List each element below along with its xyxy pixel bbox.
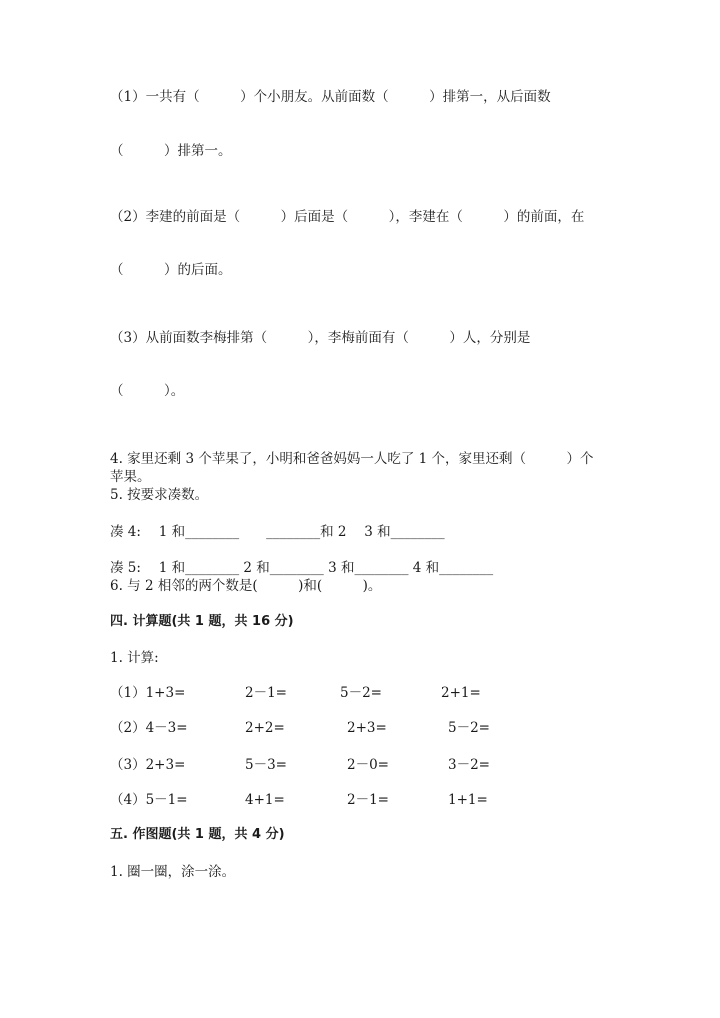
q3-part1-line2: （ ）排第一。 <box>110 143 232 159</box>
section4-heading: 四. 计算题(共 1 题，共 16 分) <box>110 614 294 629</box>
calc-cell: 5－3= <box>245 757 287 773</box>
calc-cell: 2－1= <box>245 685 287 701</box>
q3-part2-line2: （ ）的后面。 <box>110 262 232 278</box>
q4-line1: 4. 家里还剩 3 个苹果了，小明和爸爸妈妈一人吃了 1 个，家里还剩（ ）个 <box>110 451 594 467</box>
calc-cell: 2－0= <box>347 757 389 773</box>
q5-title: 5. 按要求凑数。 <box>110 487 209 503</box>
q5-row-make4: 凑 4: 1 和________ ________和 2 3 和________ <box>110 524 445 540</box>
q5-row-make5: 凑 5: 1 和________ 2 和________ 3 和________ 4 和________ <box>110 560 494 576</box>
q4-line2: 苹果。 <box>110 469 151 485</box>
q3-part1-line1: （1）一共有（ ）个小朋友。从前面数（ ）排第一，从后面数 <box>110 89 551 105</box>
section5-heading: 五. 作图题(共 1 题，共 4 分) <box>110 827 285 842</box>
calc-cell: 5－2= <box>340 685 382 701</box>
calc-cell: （2）4－3= <box>110 720 188 736</box>
q6-text: 6. 与 2 相邻的两个数是( )和( )。 <box>110 578 382 594</box>
calc-cell: 4+1= <box>245 792 285 808</box>
calc-cell: 2+1= <box>441 685 481 701</box>
q3-part2-line1: （2）李建的前面是（ ）后面是（ ），李建在（ ）的前面，在 <box>110 209 585 225</box>
q3-part3-line2: （ ）。 <box>110 383 185 399</box>
calc-cell: 3－2= <box>448 757 490 773</box>
calc-cell: （3）2+3= <box>110 757 186 773</box>
calc-cell: 5－2= <box>448 720 490 736</box>
q3-part3-line1: （3）从前面数李梅排第（ ），李梅前面有（ ）人，分别是 <box>110 330 531 346</box>
calc-cell: 1+1= <box>448 792 488 808</box>
calc-cell: （1）1+3= <box>110 685 186 701</box>
calc-cell: 2－1= <box>347 792 389 808</box>
calc-cell: 2+3= <box>347 720 387 736</box>
section5-q1-title: 1. 圈一圈，涂一涂。 <box>110 864 236 880</box>
calc-cell: 2+2= <box>245 720 285 736</box>
calc-cell: （4）5－1= <box>110 792 188 808</box>
section4-q1-title: 1. 计算: <box>110 650 159 666</box>
